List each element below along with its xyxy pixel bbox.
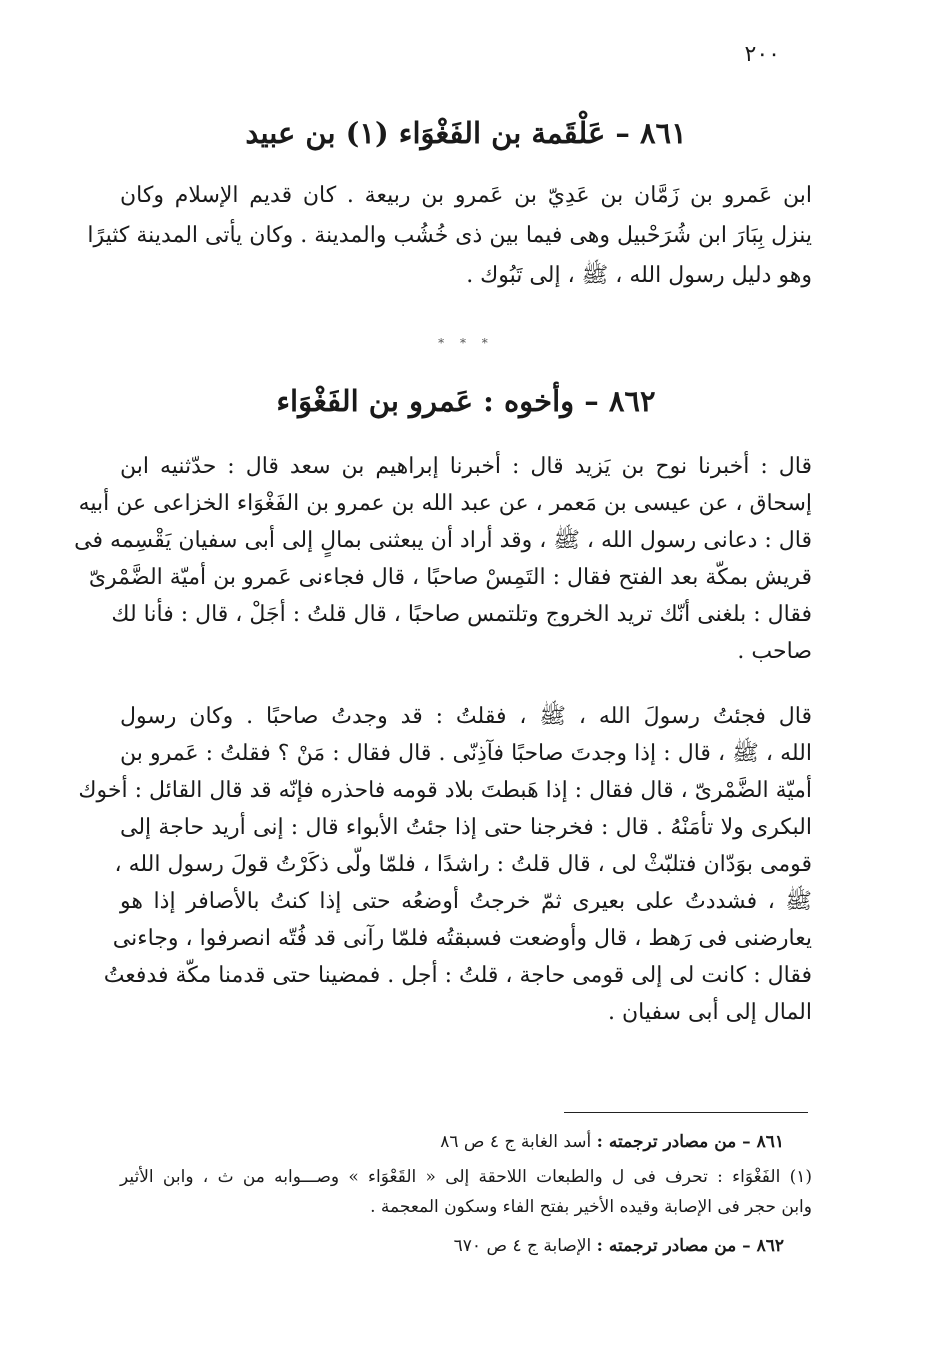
text-line: إسحاق ، عن عيسى بن مَعمر ، عن عبد الله بن عمرو بن الفَغْوَاء الخزاعى عن أبيه <box>78 491 812 516</box>
footnote-label: ٨٦٢ – من مصادر ترجمته : <box>596 1236 784 1256</box>
footnote-862-sources <box>120 1231 812 1261</box>
text-line: ينزل بِبَارَ ابن شُرَحْبيل وهى فيما بين ذى خُشُب والمدينة . وكان يأتى المدينة كثيرًا <box>87 223 812 248</box>
text-line: أميّة الضَّمْرىّ ، قال فقال : إذا هَبطتَ بلاد قومه فاحذره فإنّه قد قال القائل : أخوك <box>78 778 812 803</box>
entry-862-paragraph-2 <box>78 698 812 1031</box>
footnote-line: وابن حجر فى الإصابة وقيده الأخير بفتح الفاء وسكون المعجمة . <box>370 1197 812 1217</box>
text-line: ﷺ ، فشددتُ على بعيرى ثمّ خرجتُ أوضعُه حتى إذا كنتُ بالأصافر إذا هو <box>120 889 812 914</box>
text-line: البكرى ولا تأمَنْهُ . قال : فخرجنا حتى إذا جئتُ الأبواء قال : إنى أريد حاجة إلى <box>120 815 812 840</box>
text-line: قال فجئتُ رسولَ الله ، ﷺ ، فقلتُ : قد وجدتُ صاحبًا . وكان رسول <box>120 704 812 729</box>
footnote-divider <box>564 1112 808 1113</box>
footnote-text: الإصابة ج ٤ ص ٦٧٠ <box>453 1236 592 1256</box>
footnote-line: (١) الفَغْوَاء : تحرف فى ل والطبعات اللاحقة إلى « القَعْوَاء » وصـــوابه من ث ، وابن الأثير <box>120 1167 812 1187</box>
text-line: قال : دعانى رسول الله ، ﷺ ، وقد أراد أن يبعثنى بمالٍ إلى أبى سفيان يَقْسِمه فى <box>74 528 812 553</box>
entry-862-heading: ٨٦٢ – وأخوه : عَمرو بن الفَغْوَاء <box>276 384 656 418</box>
entry-861-heading: ٨٦١ – عَلْقَمة بن الفَغْوَاء (١) بن عبيد <box>245 116 687 150</box>
entry-861-paragraph <box>87 176 812 296</box>
section-separator: * * * <box>438 336 494 350</box>
footnote-text: أسد الغابة ج ٤ ص ٨٦ <box>440 1132 592 1152</box>
text-line: وهو دليل رسول الله ، ﷺ ، إلى تَبُوك . <box>466 263 812 288</box>
text-line: المال إلى أبى سفيان . <box>608 1000 812 1025</box>
text-line: فقال : كانت لى إلى قومى حاجة ، قلتُ : أجل . فمضينا حتى قدمنا مكّة فدفعتُ <box>103 963 812 988</box>
footnote-label: ٨٦١ – من مصادر ترجمته : <box>596 1132 784 1152</box>
text-line: قريش بمكّة بعد الفتح فقال : التَمِسْ صاحبًا ، قال فجاءنى عَمرو بن أميّة الضَّمْرىّ <box>88 565 812 590</box>
text-line: ابن عَمرو بن زَمَّان بن عَدِيّ بن عَمرو بن ربيعة . كان قديم الإسلام وكان <box>120 183 812 208</box>
text-line: صاحب . <box>737 639 812 664</box>
text-line: قال : أخبرنا نوح بن يَزيد قال : أخبرنا إبراهيم بن سعد قال : حدّثنيه ابن <box>120 454 812 479</box>
text-line: قومى بوَدّان فتلبّثْ لى ، قال قلتُ : راشدًا ، فلمّا ولّى ذكَرْتُ قولَ رسول الله ، <box>114 852 812 877</box>
page-number: ٢٠٠ <box>744 42 780 67</box>
footnote-1 <box>120 1162 812 1222</box>
text-line: يعارضنى فى رَهط ، قال وأوضعت فسبقتُه فلمّا رآنى قد فُتّه انصرفوا ، وجاءنى <box>112 926 812 951</box>
text-line: فقال : بلغنى أنّك تريد الخروج وتلتمس صاحبًا ، قال قلتُ : أجَلْ ، قال : فأنا لك <box>111 602 812 627</box>
entry-862-paragraph-1 <box>74 448 812 670</box>
text-line: الله ، ﷺ ، قال : إذا وجدتَ صاحبًا فآذِنّى . قال فقال : مَنْ ؟ فقلتُ : عَمرو بن <box>120 741 812 766</box>
footnote-861-sources <box>120 1127 812 1157</box>
